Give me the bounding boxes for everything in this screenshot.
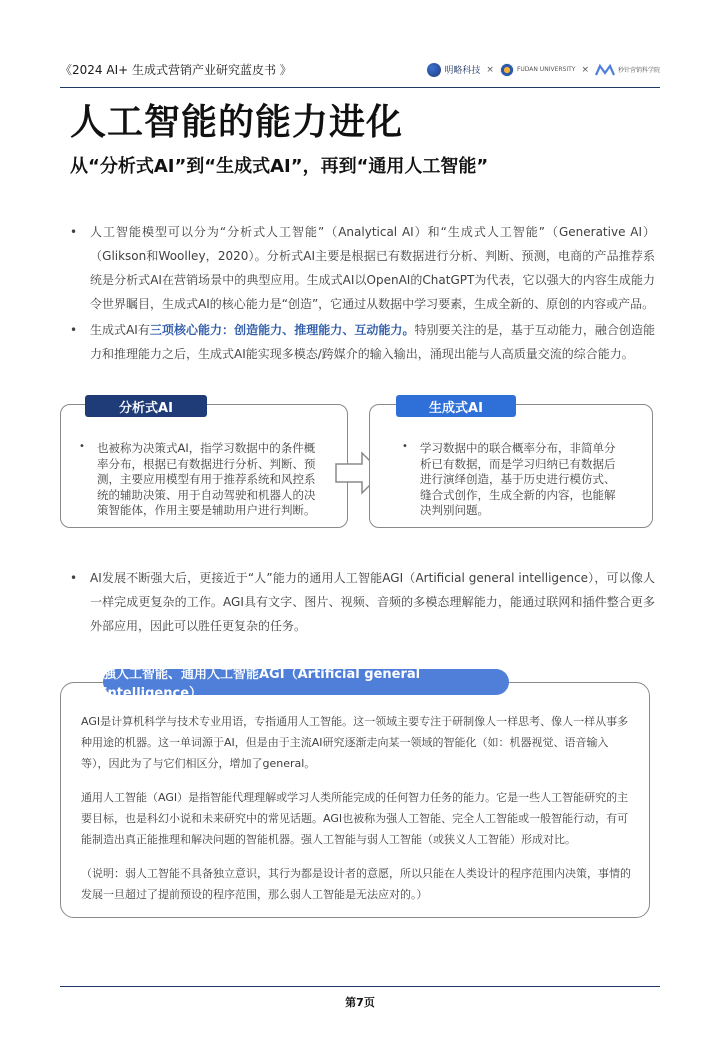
analytical-ai-description: 也被称为决策式AI，指学习数据中的条件概率分布，根据已有数据进行分析、判断、预测，主要应用模型有用于推荐系统和风控系统的辅助决策、用于自动驾驶和机器人的决策智能体，作用主要是辅助用户进行判断。: [97, 441, 316, 517]
agi-box-title: 强人工智能、通用人工智能AGI（Artificial general intelligence）: [103, 669, 509, 695]
fudan-seal-icon: [500, 63, 514, 77]
bullet-ai-types: [70, 220, 655, 316]
footer-divider: [60, 986, 660, 987]
bullet-dot: •: [402, 441, 408, 452]
miaozhen-logo-icon: [595, 64, 615, 76]
logo-mingluo-name: 明略科技: [444, 66, 481, 76]
bullet-text-pre: 生成式AI有: [90, 323, 150, 337]
logo-miaozhen-name: 秒针营销科学院: [617, 67, 660, 74]
bullet-dot: •: [79, 441, 85, 452]
bullet-dot: •: [70, 225, 78, 239]
agi-paragraph-definition: AGI是计算机科学与技术专业用语，专指通用人工智能。这一领域主要专注于研制像人一样思考、像人一样从事多种用途的机器。这一单词源于AI，但是由于主流AI研究逐渐走向某一领域的智能化（如：机器视觉、语音输入等），因此为了与它们相区分，增加了general。: [81, 715, 629, 770]
bullet-text: 人工智能模型可以分为“分析式人工智能”（Analytical AI）和“生成式人工智能”（Generative AI）（Glikson和Woolley，2020）。分析式AI主要是根据已有数据进行分析、判断、预测，电商的产品推荐系统是分析式AI在营销场景中的典型应用。生成式AI以OpenAI的ChatGPT为代表，它以强大的内容生成能力令世界瞩目，生成式AI的核心能力是“创造”，它通过从数据中学习要素，生成全新的、原创的内容或产品。: [90, 225, 655, 311]
generative-ai-label: 生成式AI: [396, 395, 516, 417]
agi-paragraph-note: （说明：弱人工智能不具备独立意识，其行为都是设计者的意愿，所以只能在人类设计的程序范围内决策，事情的发展一旦超过了提前预设的程序范围，那么弱人工智能是无法应对的。）: [81, 867, 631, 901]
bullet-agi: [70, 566, 655, 638]
generative-ai-box: [369, 400, 653, 528]
bullet-core-abilities: [70, 318, 655, 366]
analytical-ai-box: [60, 400, 348, 528]
page-title: 人工智能的能力进化: [70, 102, 404, 143]
logo-fudan-sub: FUDAN UNIVERSITY: [516, 66, 576, 73]
logo-mingluo: [427, 63, 480, 77]
report-title: 《2024 AI+ 生成式营销产业研究蓝皮书 》: [60, 63, 292, 77]
bullet-dot: •: [70, 571, 78, 585]
bullet-text-post: 特别要关注的是，基于互动能力，融合创造能力和推理能力之后，生成式AI能实现多模态/跨媒介的输入输出，涌现出能与人高质量交流的综合能力。: [90, 323, 655, 361]
page-header: [60, 52, 660, 88]
core-abilities-highlight: 三项核心能力：创造能力、推理能力、互动能力。: [149, 323, 415, 337]
page-subtitle: 从“分析式AI”到“生成式AI”，再到“通用人工智能”: [70, 156, 489, 177]
agi-info-box: [60, 667, 650, 918]
partner-logos: [427, 63, 660, 77]
agi-paragraph-general: 通用人工智能（AGI）是指智能代理理解或学习人类所能完成的任何智力任务的能力。它是一些人工智能研究的主要目标，也是科幻小说和未来研究中的常见话题。AGI也被称为强人工智能、完全人工智能或一般智能行动，有可能制造出真正能推理和解决问题的智能机器。强人工智能与弱人工智能（或狭义人工智能）形成对比。: [81, 791, 629, 846]
mingluo-logo-icon: [427, 63, 441, 77]
logo-miaozhen: [595, 64, 660, 76]
separator: ×: [486, 64, 494, 75]
generative-ai-description: 学习数据中的联合概率分布，非简单分析已有数据，而是学习归纳已有数据后进行演绎创造，基于历史进行模仿式、缝合式创作，生成全新的内容，也能解决判别问题。: [420, 441, 616, 517]
analytical-ai-label: 分析式AI: [85, 395, 207, 417]
bullet-text: AI发展不断强大后，更接近于“人”能力的通用人工智能AGI（Artificial general intelligence），可以像人一样完成更复杂的工作。AGI具有文字、图片、视频、音频的多模态理解能力，能通过联网和插件整合更多外部应用，因此可以胜任更复杂的任务。: [90, 571, 655, 633]
page-number: 第7页: [345, 996, 375, 1009]
logo-fudan: [500, 63, 575, 77]
bullet-dot: •: [70, 323, 78, 337]
bullet-text: [90, 318, 655, 366]
separator: ×: [581, 64, 589, 75]
